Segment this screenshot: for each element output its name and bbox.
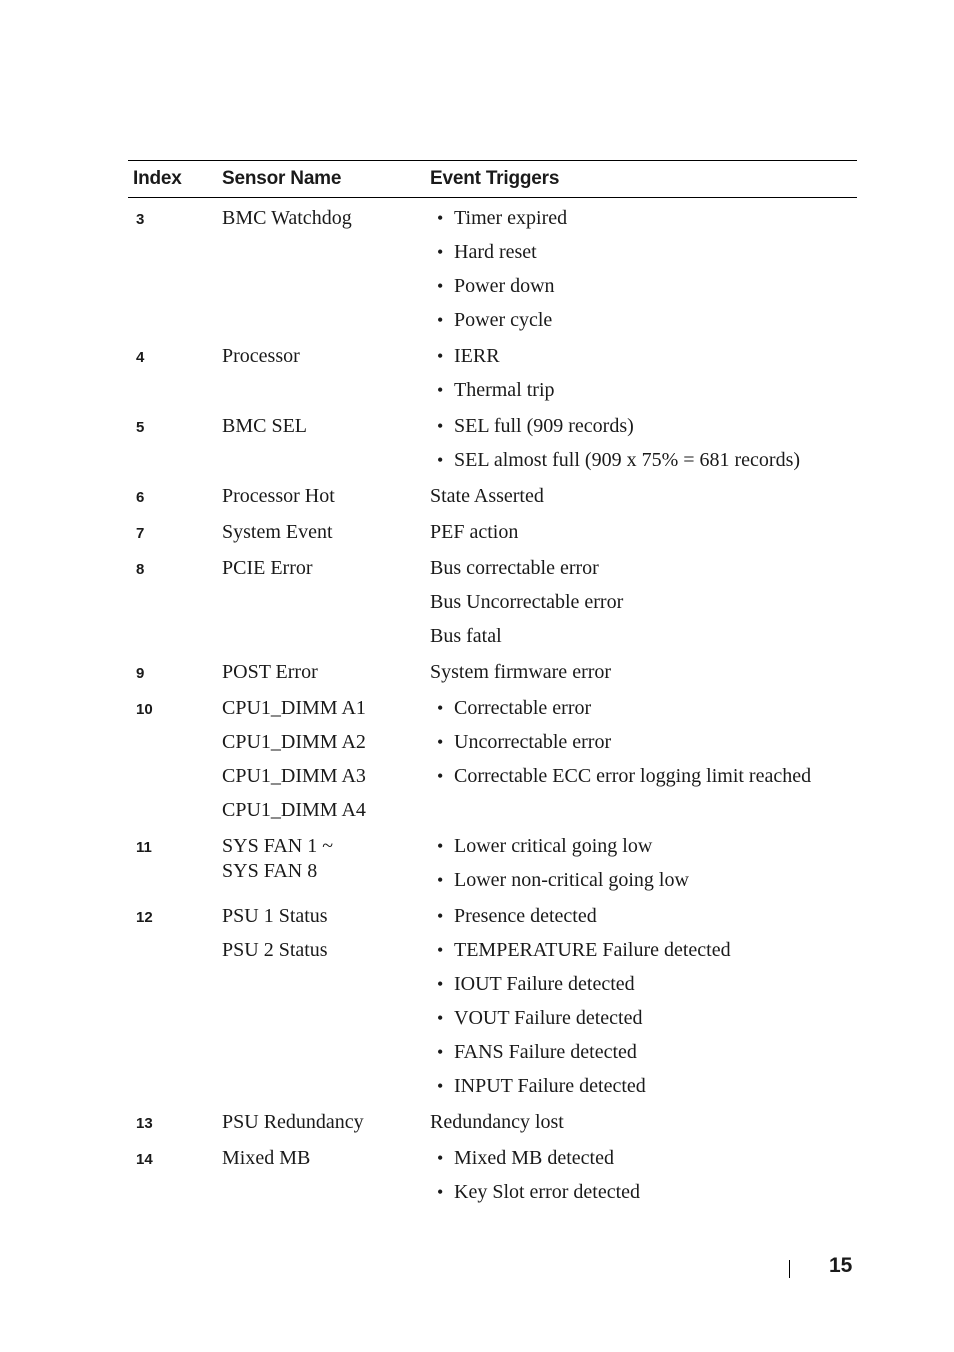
trigger-bullet-item: • Lower critical going low	[430, 829, 857, 863]
cell-event-triggers	[427, 201, 857, 337]
sensor-name-line: BMC SEL	[222, 415, 308, 437]
sensor-name-line: CPU1_DIMM A3	[222, 765, 366, 787]
sensor-name-line: PSU Redundancy	[222, 1111, 364, 1133]
trigger-bullet-item: • SEL almost full (909 x 75% = 681 records)	[430, 443, 857, 477]
sensor-name-line: Mixed MB	[222, 1147, 311, 1169]
sensor-name-line: CPU1_DIMM A4	[222, 799, 366, 821]
cell-index: 3	[136, 211, 145, 228]
cell-index: 5	[136, 419, 145, 436]
cell-index: 13	[136, 1115, 153, 1132]
trigger-bullet-item: • TEMPERATURE Failure detected	[430, 933, 857, 967]
cell-index: 10	[136, 701, 153, 718]
trigger-line: Redundancy lost	[430, 1111, 564, 1133]
cell-event-triggers	[427, 655, 857, 689]
table-row	[128, 339, 857, 407]
trigger-bullet-item: • Lower non-critical going low	[430, 863, 857, 897]
cell-event-triggers	[427, 409, 857, 477]
table-row	[128, 479, 857, 513]
trigger-line: PEF action	[430, 521, 519, 543]
cell-sensor-name	[217, 515, 427, 549]
table-body	[128, 198, 857, 1211]
header-index: Index	[133, 168, 182, 189]
table-row	[128, 201, 857, 337]
trigger-bullet-item: • SEL full (909 records)	[430, 409, 857, 443]
trigger-bullet-item: • Thermal trip	[430, 373, 857, 407]
cell-event-triggers	[427, 551, 857, 653]
cell-sensor-name	[217, 201, 427, 235]
table-row	[128, 899, 857, 1103]
table-row	[128, 829, 857, 897]
cell-index: 8	[136, 561, 145, 578]
table-row	[128, 1141, 857, 1209]
trigger-bullet-item: • FANS Failure detected	[430, 1035, 857, 1069]
trigger-bullet-item: • Correctable ECC error logging limit reached	[430, 759, 857, 793]
cell-sensor-name	[217, 655, 427, 689]
cell-index: 14	[136, 1151, 153, 1168]
cell-event-triggers	[427, 691, 857, 793]
cell-sensor-name	[217, 551, 427, 585]
table-header-row	[128, 161, 857, 198]
cell-sensor-name	[217, 479, 427, 513]
cell-sensor-name	[217, 899, 427, 967]
cell-event-triggers	[427, 829, 857, 897]
cell-sensor-name	[217, 1141, 427, 1175]
trigger-bullet-item: • Timer expired	[430, 201, 857, 235]
header-sensor-name: Sensor Name	[222, 168, 342, 189]
sensor-name-line: PSU 2 Status	[222, 939, 328, 961]
cell-sensor-name	[217, 691, 427, 827]
trigger-bullet-item: • IOUT Failure detected	[430, 967, 857, 1001]
sensor-name-line: BMC Watchdog	[222, 207, 352, 229]
trigger-bullet-item: • Correctable error	[430, 691, 857, 725]
sensor-name-line: SYS FAN 8	[222, 860, 318, 882]
cell-event-triggers	[427, 479, 857, 513]
trigger-bullet-item: • INPUT Failure detected	[430, 1069, 857, 1103]
table-row	[128, 515, 857, 549]
sensor-event-table	[128, 160, 857, 1211]
cell-index: 4	[136, 349, 145, 366]
footer-separator	[789, 1260, 790, 1278]
cell-event-triggers	[427, 515, 857, 549]
cell-event-triggers	[427, 899, 857, 1103]
table-row	[128, 691, 857, 827]
trigger-line: Bus correctable error	[430, 557, 599, 579]
sensor-name-line: PCIE Error	[222, 557, 313, 579]
trigger-bullet-item: • Power cycle	[430, 303, 857, 337]
cell-sensor-name	[217, 339, 427, 373]
cell-index: 9	[136, 665, 145, 682]
trigger-bullet-item: • Key Slot error detected	[430, 1175, 857, 1209]
trigger-bullet-item: • IERR	[430, 339, 857, 373]
cell-sensor-name	[217, 409, 427, 443]
sensor-name-line: POST Error	[222, 661, 318, 683]
sensor-name-line: CPU1_DIMM A1	[222, 697, 366, 719]
trigger-bullet-item: • VOUT Failure detected	[430, 1001, 857, 1035]
table-row	[128, 655, 857, 689]
sensor-name-line: System Event	[222, 521, 333, 543]
cell-sensor-name	[217, 1105, 427, 1139]
trigger-bullet-item: • Hard reset	[430, 235, 857, 269]
trigger-bullet-item: • Mixed MB detected	[430, 1141, 857, 1175]
trigger-line: Bus fatal	[430, 625, 502, 647]
cell-index: 11	[136, 839, 152, 856]
cell-event-triggers	[427, 339, 857, 407]
sensor-name-line: SYS FAN 1 ~	[222, 835, 334, 857]
trigger-bullet-item: • Uncorrectable error	[430, 725, 857, 759]
sensor-name-line: PSU 1 Status	[222, 905, 328, 927]
trigger-line: Bus Uncorrectable error	[430, 591, 624, 613]
table-row	[128, 409, 857, 477]
sensor-name-line: Processor Hot	[222, 485, 335, 507]
cell-index: 6	[136, 489, 145, 506]
cell-index: 12	[136, 909, 153, 926]
cell-index: 7	[136, 525, 145, 542]
table-row	[128, 551, 857, 653]
sensor-name-line: CPU1_DIMM A2	[222, 731, 366, 753]
page-number: 15	[829, 1254, 853, 1277]
sensor-name-line: Processor	[222, 345, 300, 367]
cell-event-triggers	[427, 1141, 857, 1209]
row-spacer	[128, 1209, 857, 1211]
trigger-bullet-item: • Power down	[430, 269, 857, 303]
table-row	[128, 1105, 857, 1139]
cell-event-triggers	[427, 1105, 857, 1139]
cell-sensor-name	[217, 829, 427, 884]
trigger-line: System firmware error	[430, 661, 612, 683]
trigger-bullet-item: • Presence detected	[430, 899, 857, 933]
trigger-line: State Asserted	[430, 485, 544, 507]
header-event-triggers: Event Triggers	[430, 168, 560, 189]
